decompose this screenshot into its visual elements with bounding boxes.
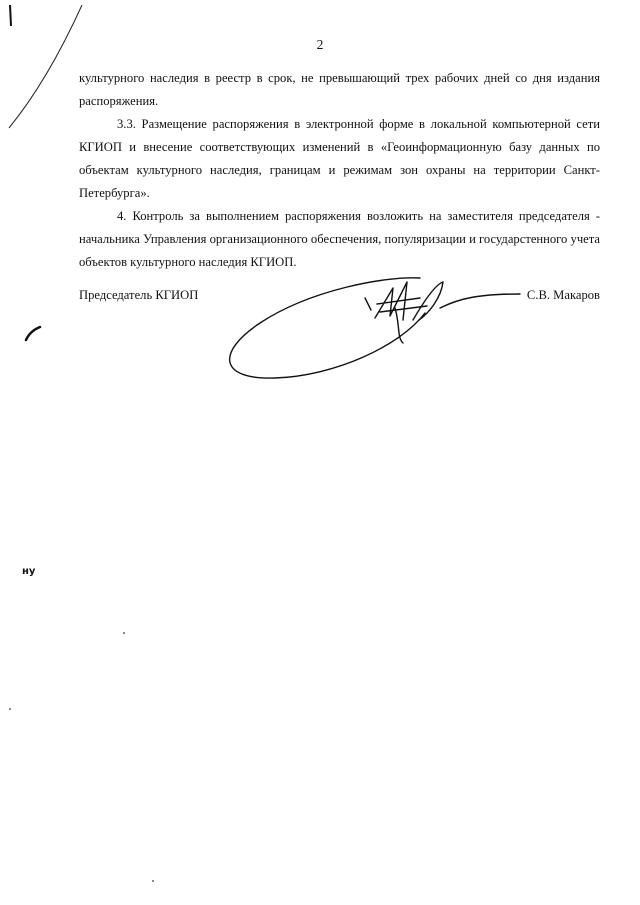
page-number: 2	[316, 37, 324, 52]
margin-stamp: ну	[22, 566, 36, 577]
scan-speck	[123, 632, 125, 634]
signatory-name: С.В. Макаров	[526, 288, 600, 302]
document-body	[79, 67, 600, 274]
signatory-title: Председатель КГИОП	[79, 288, 199, 302]
scan-speck	[152, 880, 154, 882]
paragraph-4: 4. Контроль за выполнением распоряжения возложить на заместителя председателя - начальника Управления организационного обеспечения, популяризации и государстенного учета объектов культурного наследия КГИОП.	[79, 209, 600, 269]
paragraph-3-3: 3.3. Размещение распоряжения в электронной форме в локальной компьютерной сети КГИОП и внесение соответствующих изменений в «Геоинформационную базу данных по объектам культурного наследия, границам и режимам зон охраны на территории Санкт-Петербурга».	[79, 117, 600, 200]
paragraph-continuation: культурного наследия в реестр в срок, не превышающий трех рабочих дней со дня издания распоряжения.	[79, 71, 600, 108]
scan-speck	[9, 708, 11, 710]
handwritten-signature	[215, 268, 535, 388]
